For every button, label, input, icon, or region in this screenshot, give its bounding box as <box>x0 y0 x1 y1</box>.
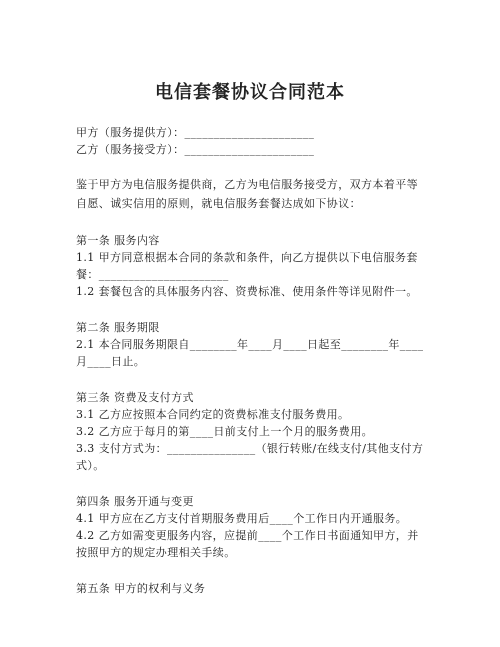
document-title: 电信套餐协议合同范本 <box>155 82 345 103</box>
party-a-line: 甲方（服务提供方）：______________________ <box>76 126 315 139</box>
clause-line: 3.3 支付方式为：_______________（银行转账/在线支付/其他支付方 <box>76 442 424 455</box>
clause-line: 2.1 本合同服务期限自________年____月____日起至________年____ <box>76 338 424 351</box>
section-heading: 第一条 服务内容 <box>76 234 160 247</box>
preamble-line: 鉴于甲方为电信服务提供商，乙方为电信服务接受方，双方本着平等 <box>76 178 418 191</box>
section-heading: 第二条 服务期限 <box>76 321 160 334</box>
clause-line: 餐：______________________ <box>76 268 229 281</box>
clause-line: 3.1 乙方应按照本合同约定的资费标准支付服务费用。 <box>76 408 350 421</box>
party-b-line: 乙方（服务接受方）：______________________ <box>76 143 315 156</box>
section-heading: 第五条 甲方的权利与义务 <box>76 582 206 595</box>
section-heading: 第四条 服务开通与变更 <box>76 495 194 508</box>
clause-line: 4.1 甲方应在乙方支付首期服务费用后____个工作日内开通服务。 <box>76 512 408 525</box>
clause-line: 3.2 乙方应于每月的第____日前支付上一个月的服务费用。 <box>76 425 373 438</box>
clause-line: 按照甲方的规定办理相关手续。 <box>76 546 236 559</box>
section-heading: 第三条 资费及支付方式 <box>76 391 194 404</box>
preamble-line: 自愿、诚实信用的原则，就电信服务套餐达成如下协议： <box>76 197 361 210</box>
clause-line: 月____日止。 <box>76 355 146 368</box>
clause-line: 1.2 套餐包含的具体服务内容、资费标准、使用条件等详见附件一。 <box>76 285 418 298</box>
clause-line: 1.1 甲方同意根据本合同的条款和条件，向乙方提供以下电信服务套 <box>76 251 418 264</box>
clause-line: 式）。 <box>76 459 105 472</box>
clause-line: 4.2 乙方如需变更服务内容，应提前____个工作日书面通知甲方，并 <box>76 529 419 542</box>
